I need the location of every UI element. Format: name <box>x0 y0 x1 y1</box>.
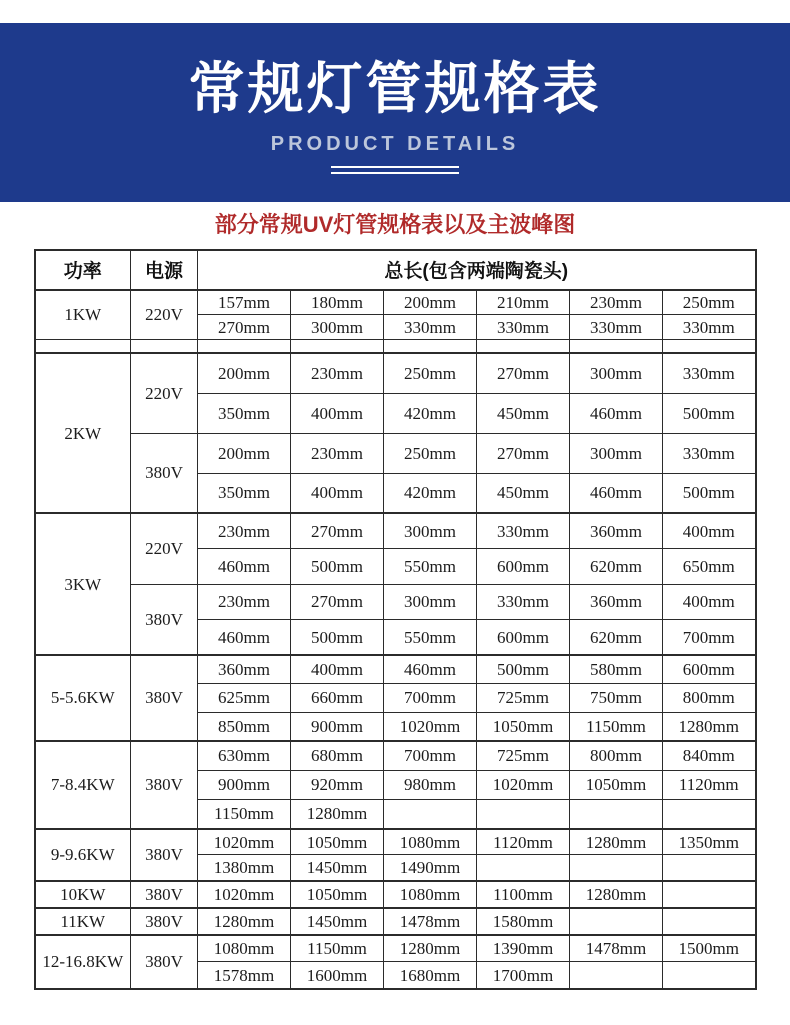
length-cell: 1580mm <box>477 908 570 935</box>
length-cell: 270mm <box>477 433 570 473</box>
length-cell: 450mm <box>477 393 570 433</box>
table-row <box>35 290 756 315</box>
length-cell: 630mm <box>198 741 291 770</box>
length-cell: 330mm <box>477 315 570 340</box>
voltage-cell: 220V <box>131 290 198 340</box>
length-cell: 660mm <box>291 684 384 713</box>
length-cell: 625mm <box>198 684 291 713</box>
length-cell: 800mm <box>570 741 663 770</box>
power-cell: 11KW <box>35 908 131 935</box>
voltage-cell: 380V <box>131 908 198 935</box>
length-cell: 600mm <box>477 620 570 656</box>
length-cell: 230mm <box>291 353 384 393</box>
length-cell: 1478mm <box>384 908 477 935</box>
col-header-length: 总长(包含两端陶瓷头) <box>198 250 756 290</box>
power-cell: 1KW <box>35 290 131 340</box>
length-cell: 460mm <box>384 655 477 684</box>
length-cell: 1450mm <box>291 855 384 881</box>
length-cell: 250mm <box>384 433 477 473</box>
spec-table <box>34 249 757 990</box>
length-cell: 360mm <box>198 655 291 684</box>
length-cell <box>570 799 663 828</box>
length-cell: 1050mm <box>477 712 570 741</box>
voltage-cell: 380V <box>131 881 198 908</box>
length-cell: 157mm <box>198 290 291 315</box>
length-cell: 700mm <box>384 684 477 713</box>
length-cell: 300mm <box>384 513 477 549</box>
length-cell: 330mm <box>570 315 663 340</box>
spec-table-body <box>35 290 756 989</box>
power-cell: 9-9.6KW <box>35 829 131 881</box>
length-cell: 270mm <box>291 513 384 549</box>
length-cell: 300mm <box>384 584 477 620</box>
power-cell: 5-5.6KW <box>35 655 131 741</box>
length-cell: 180mm <box>291 290 384 315</box>
page-title: 常规灯管规格表 <box>188 57 602 120</box>
length-cell: 750mm <box>570 684 663 713</box>
table-row <box>35 908 756 935</box>
length-cell: 700mm <box>384 741 477 770</box>
col-header-power: 功率 <box>35 250 131 290</box>
length-cell: 1280mm <box>198 908 291 935</box>
length-cell: 1478mm <box>570 935 663 962</box>
length-cell: 350mm <box>198 393 291 433</box>
length-cell <box>663 855 756 881</box>
length-cell <box>570 908 663 935</box>
length-cell <box>663 962 756 989</box>
length-cell: 330mm <box>663 433 756 473</box>
spacer-cell <box>384 340 477 354</box>
length-cell: 1080mm <box>384 881 477 908</box>
length-cell: 900mm <box>198 770 291 799</box>
length-cell: 1020mm <box>477 770 570 799</box>
voltage-cell: 220V <box>131 353 198 433</box>
length-cell: 840mm <box>663 741 756 770</box>
length-cell: 1450mm <box>291 908 384 935</box>
page <box>0 23 790 990</box>
voltage-cell: 380V <box>131 584 198 655</box>
length-cell: 210mm <box>477 290 570 315</box>
length-cell: 360mm <box>570 584 663 620</box>
length-cell <box>477 855 570 881</box>
length-cell <box>477 799 570 828</box>
power-cell: 12-16.8KW <box>35 935 131 989</box>
power-cell: 2KW <box>35 353 131 513</box>
length-cell: 200mm <box>384 290 477 315</box>
header-row <box>35 250 756 290</box>
length-cell: 330mm <box>477 584 570 620</box>
length-cell: 300mm <box>291 315 384 340</box>
length-cell: 1100mm <box>477 881 570 908</box>
length-cell <box>663 881 756 908</box>
length-cell: 1350mm <box>663 829 756 855</box>
length-cell: 980mm <box>384 770 477 799</box>
length-cell: 270mm <box>291 584 384 620</box>
length-cell: 1050mm <box>570 770 663 799</box>
length-cell: 500mm <box>663 393 756 433</box>
table-row <box>35 584 756 620</box>
length-cell: 350mm <box>198 473 291 513</box>
length-cell: 200mm <box>198 353 291 393</box>
length-cell: 1578mm <box>198 962 291 989</box>
length-cell: 1500mm <box>663 935 756 962</box>
voltage-cell: 380V <box>131 433 198 513</box>
length-cell: 460mm <box>570 393 663 433</box>
table-row <box>35 881 756 908</box>
length-cell: 550mm <box>384 620 477 656</box>
length-cell: 400mm <box>291 655 384 684</box>
col-header-supply: 电源 <box>131 250 198 290</box>
length-cell: 460mm <box>570 473 663 513</box>
length-cell: 230mm <box>198 584 291 620</box>
double-rule-divider <box>331 166 459 174</box>
length-cell: 270mm <box>198 315 291 340</box>
spacer-cell <box>570 340 663 354</box>
length-cell: 1700mm <box>477 962 570 989</box>
voltage-cell: 380V <box>131 935 198 989</box>
voltage-cell: 380V <box>131 741 198 829</box>
length-cell: 500mm <box>477 655 570 684</box>
length-cell: 1150mm <box>198 799 291 828</box>
length-cell: 420mm <box>384 473 477 513</box>
length-cell: 650mm <box>663 549 756 585</box>
length-cell: 330mm <box>663 353 756 393</box>
length-cell: 1600mm <box>291 962 384 989</box>
length-cell <box>570 855 663 881</box>
length-cell: 1280mm <box>570 829 663 855</box>
length-cell: 330mm <box>477 513 570 549</box>
voltage-cell: 220V <box>131 513 198 584</box>
length-cell: 450mm <box>477 473 570 513</box>
voltage-cell: 380V <box>131 829 198 881</box>
length-cell: 1020mm <box>198 829 291 855</box>
spacer-row <box>35 340 756 354</box>
length-cell: 200mm <box>198 433 291 473</box>
voltage-cell: 380V <box>131 655 198 741</box>
table-row <box>35 433 756 473</box>
length-cell: 460mm <box>198 620 291 656</box>
length-cell: 360mm <box>570 513 663 549</box>
length-cell: 1490mm <box>384 855 477 881</box>
length-cell: 800mm <box>663 684 756 713</box>
spacer-cell <box>477 340 570 354</box>
length-cell: 1390mm <box>477 935 570 962</box>
length-cell: 1680mm <box>384 962 477 989</box>
length-cell: 230mm <box>291 433 384 473</box>
length-cell: 1020mm <box>198 881 291 908</box>
length-cell: 700mm <box>663 620 756 656</box>
length-cell: 400mm <box>663 513 756 549</box>
length-cell: 300mm <box>570 353 663 393</box>
length-cell <box>384 799 477 828</box>
spacer-cell <box>198 340 291 354</box>
length-cell: 1120mm <box>477 829 570 855</box>
banner-subtitle: PRODUCT DETAILS <box>270 133 520 155</box>
length-cell: 400mm <box>291 393 384 433</box>
length-cell: 1280mm <box>384 935 477 962</box>
length-cell: 500mm <box>291 620 384 656</box>
length-cell: 1050mm <box>291 881 384 908</box>
length-cell: 400mm <box>663 584 756 620</box>
length-cell: 900mm <box>291 712 384 741</box>
length-cell: 330mm <box>663 315 756 340</box>
length-cell: 920mm <box>291 770 384 799</box>
power-cell: 10KW <box>35 881 131 908</box>
spacer-cell <box>131 340 198 354</box>
spacer-cell <box>291 340 384 354</box>
length-cell: 420mm <box>384 393 477 433</box>
header-banner <box>0 23 790 202</box>
length-cell: 330mm <box>384 315 477 340</box>
length-cell: 300mm <box>570 433 663 473</box>
length-cell <box>663 908 756 935</box>
length-cell: 680mm <box>291 741 384 770</box>
power-cell: 3KW <box>35 513 131 655</box>
length-cell: 1150mm <box>291 935 384 962</box>
length-cell: 600mm <box>477 549 570 585</box>
length-cell: 230mm <box>198 513 291 549</box>
table-row <box>35 935 756 962</box>
length-cell: 1080mm <box>198 935 291 962</box>
table-row <box>35 741 756 770</box>
length-cell: 400mm <box>291 473 384 513</box>
table-row <box>35 829 756 855</box>
spacer-cell <box>35 340 131 354</box>
length-cell: 250mm <box>384 353 477 393</box>
length-cell: 600mm <box>663 655 756 684</box>
length-cell: 1280mm <box>291 799 384 828</box>
length-cell: 1080mm <box>384 829 477 855</box>
length-cell: 725mm <box>477 741 570 770</box>
length-cell: 850mm <box>198 712 291 741</box>
table-row <box>35 513 756 549</box>
length-cell: 725mm <box>477 684 570 713</box>
length-cell: 1020mm <box>384 712 477 741</box>
length-cell: 550mm <box>384 549 477 585</box>
length-cell: 250mm <box>663 290 756 315</box>
length-cell: 230mm <box>570 290 663 315</box>
length-cell: 500mm <box>291 549 384 585</box>
length-cell: 620mm <box>570 620 663 656</box>
length-cell: 500mm <box>663 473 756 513</box>
length-cell: 1120mm <box>663 770 756 799</box>
power-cell: 7-8.4KW <box>35 741 131 829</box>
section-heading: 部分常规UV灯管规格表以及主波峰图 <box>214 212 576 237</box>
length-cell: 270mm <box>477 353 570 393</box>
table-row <box>35 655 756 684</box>
length-cell: 460mm <box>198 549 291 585</box>
length-cell: 1280mm <box>663 712 756 741</box>
length-cell: 620mm <box>570 549 663 585</box>
length-cell: 1280mm <box>570 881 663 908</box>
length-cell: 1050mm <box>291 829 384 855</box>
length-cell <box>663 799 756 828</box>
table-row <box>35 353 756 393</box>
spacer-cell <box>663 340 756 354</box>
length-cell <box>570 962 663 989</box>
length-cell: 1150mm <box>570 712 663 741</box>
length-cell: 580mm <box>570 655 663 684</box>
length-cell: 1380mm <box>198 855 291 881</box>
